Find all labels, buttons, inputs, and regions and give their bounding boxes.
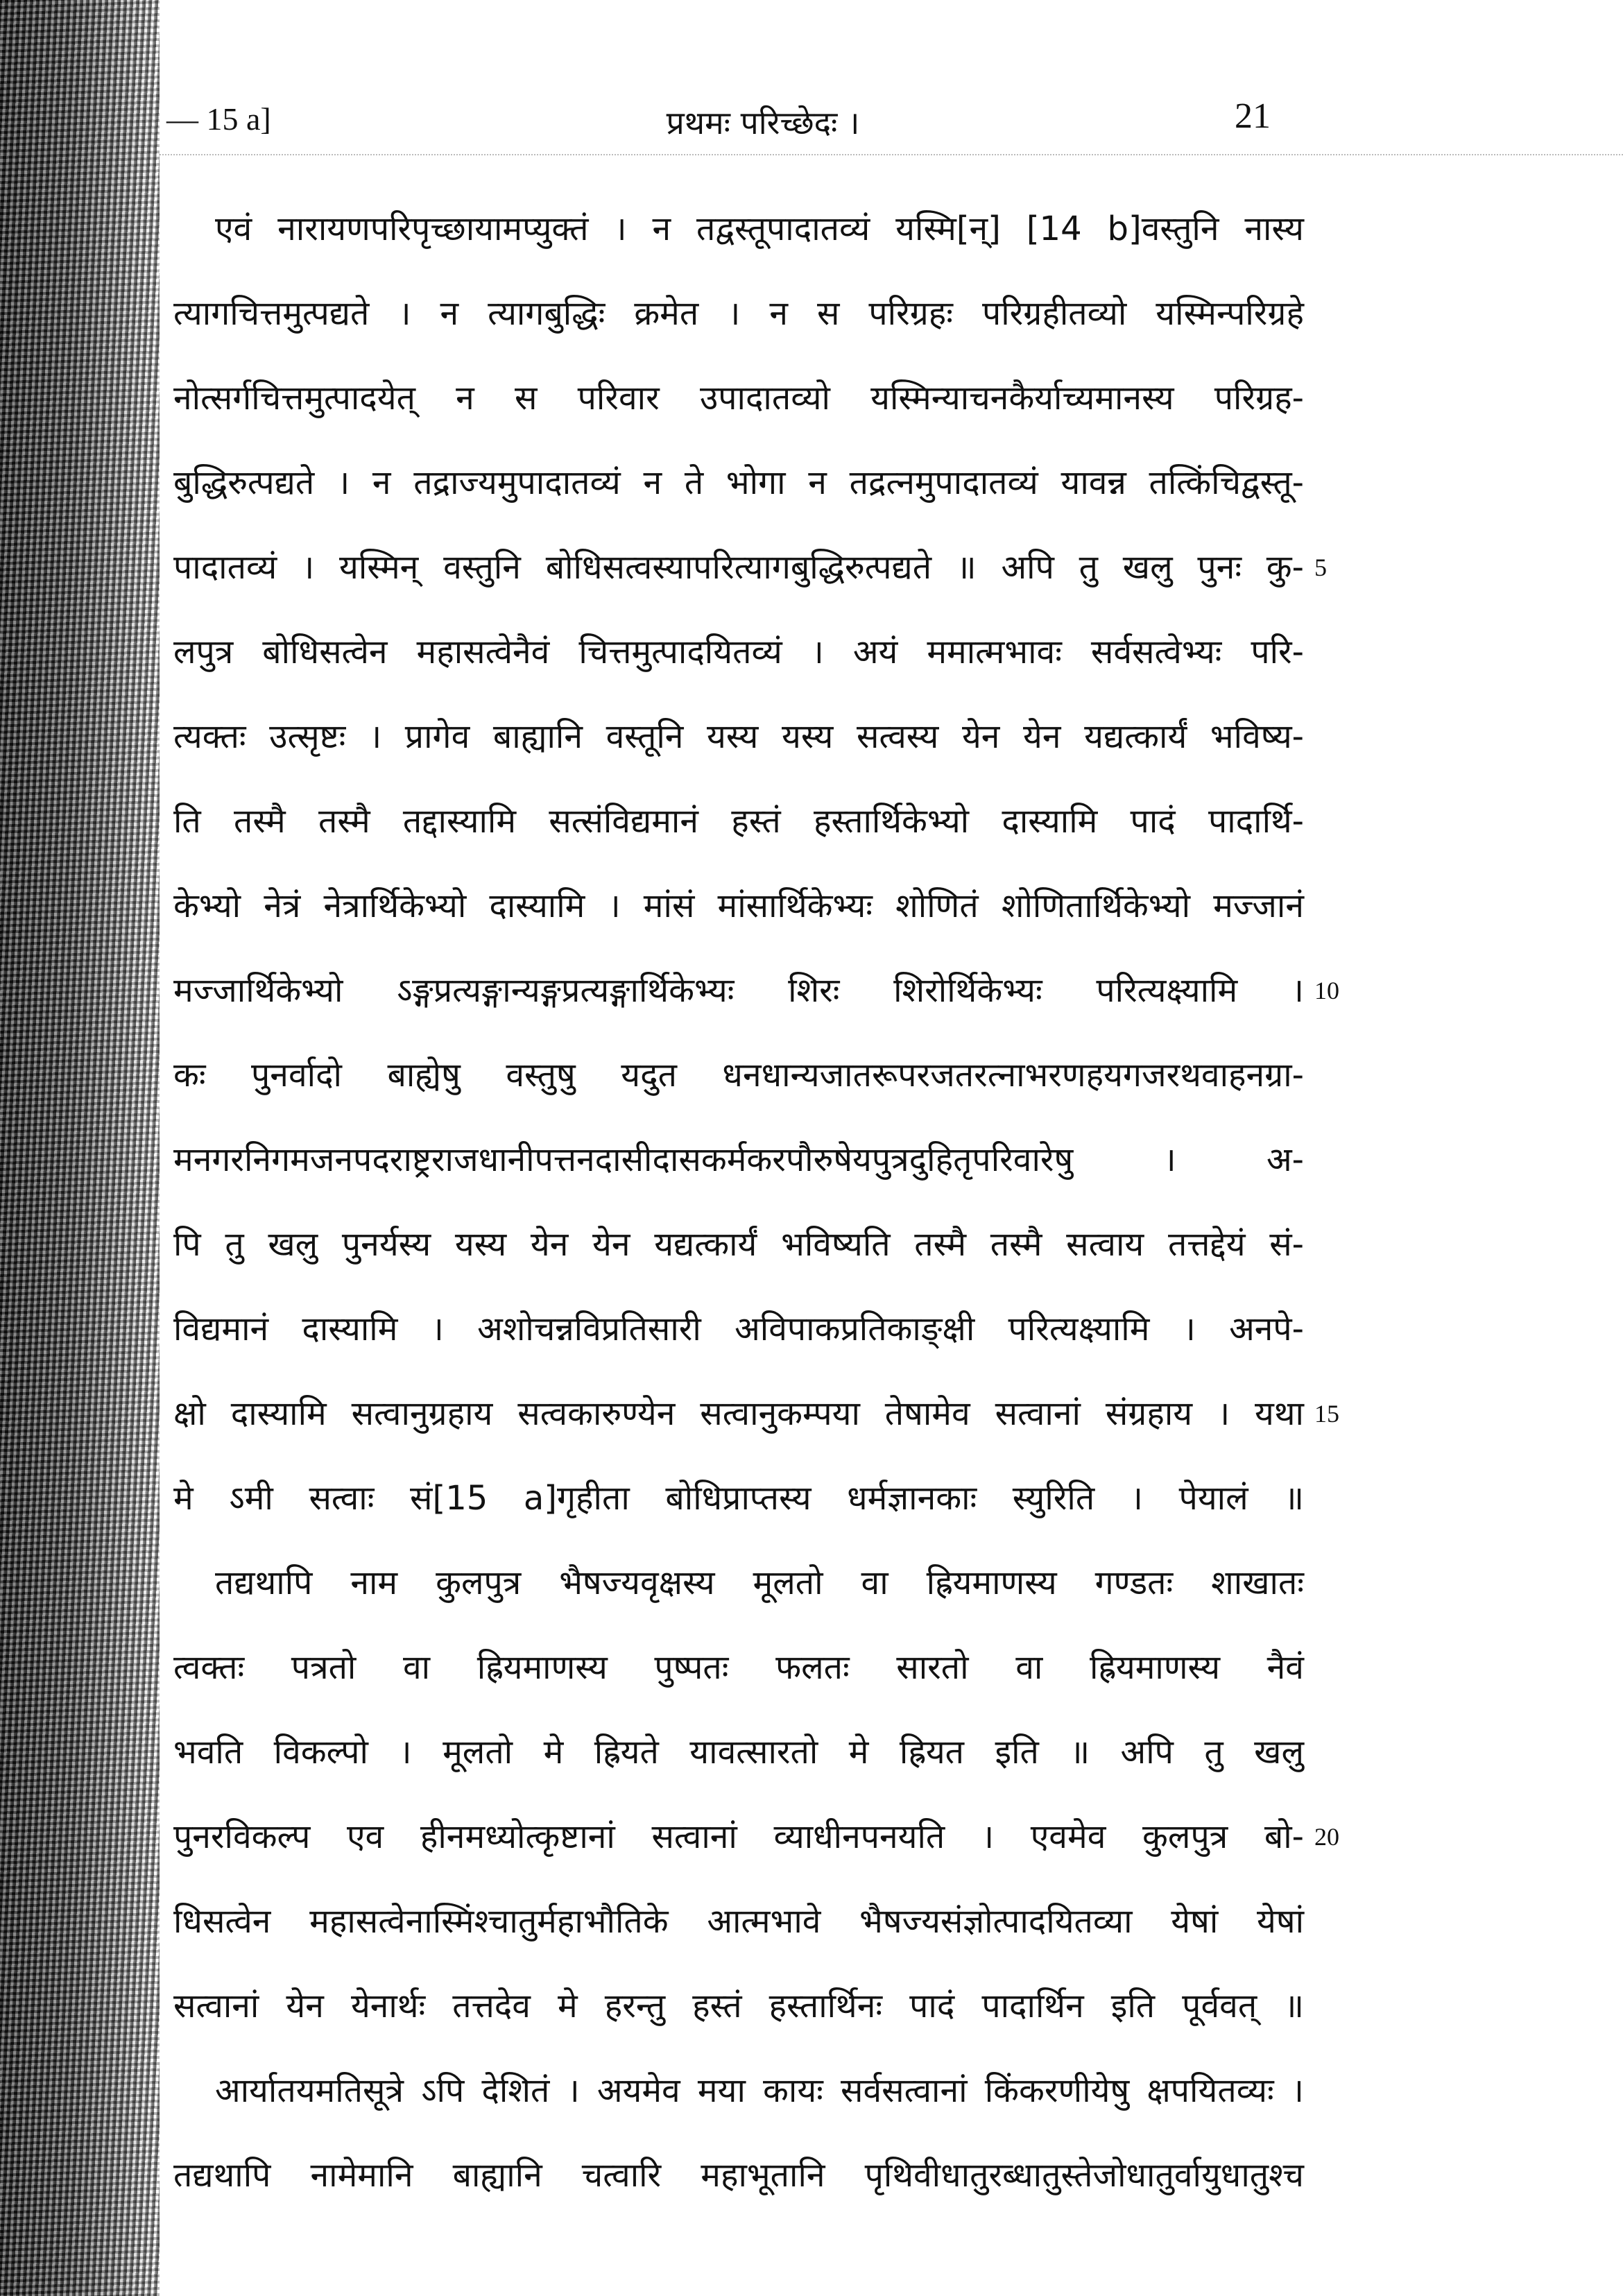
text-line: पि तु खलु पुनर्यस्य यस्य येन येन यद्यत्कार्यं भविष्यति तस्मै तस्मै सत्वाय तत्तद्देयं सं- xyxy=(173,1225,1304,1264)
text-line: क्षो दास्यामि सत्वानुग्रहाय सत्वकारुण्येन सत्वानुकम्पया तेषामेव सत्वानां संग्रहाय । यथा xyxy=(173,1394,1304,1433)
text-line: भवति विकल्पो । मूलतो मे ह्रियते यावत्सारतो मे ह्रियत इति ॥ अपि तु खलु xyxy=(173,1733,1304,1772)
text-line: मनगरनिगमजनपदराष्ट्रराजधानीपत्तनदासीदासकर्मकरपौरुषेयपुत्रदुहितृपरिवारेषु । अ- xyxy=(173,1140,1304,1179)
page-number: 21 xyxy=(1235,96,1271,136)
text-line: एवं नारायणपरिपृच्छायामप्युक्तं । न तद्वस्तूपादातव्यं यस्मि[न्] [14 b]वस्तुनि नास्य xyxy=(215,209,1304,248)
text-line: ति तस्मै तस्मै तद्दास्यामि सत्संविद्यमानं हस्तं हस्तार्थिकेभ्यो दास्यामि पादं पादार्थि- xyxy=(173,802,1304,841)
text-line: सत्वानां येन येनार्थः तत्तदेव मे हरन्तु हस्तं हस्तार्थिनः पादं पादार्थिन इति पूर्ववत् ॥ xyxy=(173,1987,1304,2025)
text-line: कः पुनर्वादो बाह्येषु वस्तुषु यदुत धनधान्यजातरूपरजतरत्नाभरणहयगजरथवाहनग्रा- xyxy=(173,1056,1304,1095)
text-line: तद्यथापि नाम कुलपुत्र भैषज्यवृक्षस्य मूलतो वा ह्रियमाणस्य गण्डतः शाखातः xyxy=(215,1563,1304,1602)
text-line: त्यक्तः उत्सृष्टः । प्रागेव बाह्यानि वस्तूनि यस्य यस्य सत्वस्य येन येन यद्यत्कार्यं भविष्य- xyxy=(173,717,1304,756)
text-line: धिसत्वेन महासत्वेनास्मिंश्चातुर्महाभौतिके आत्मभावे भैषज्यसंज्ञोत्पादयितव्या येषां येषां xyxy=(173,1902,1304,1941)
line-number: 20 xyxy=(1314,1823,1339,1851)
line-number: 5 xyxy=(1314,554,1327,581)
text-line: बुद्धिरुत्पद्यते । न तद्राज्यमुपादातव्यं न ते भोगा न तद्रत्नमुपादातव्यं यावन्न तत्किंचिद्वस्तू- xyxy=(173,463,1304,502)
line-number: 10 xyxy=(1314,977,1339,1004)
text-line: मे ऽमी सत्वाः सं[15 a]गृहीता बोधिप्राप्तस्य धर्मज्ञानकाः स्युरिति । पेयालं ॥ xyxy=(173,1479,1304,1518)
text-line: पादातव्यं । यस्मिन् वस्तुनि बोधिसत्वस्यापरित्यागबुद्धिरुत्पद्यते ॥ अपि तु खलु पुनः कु- xyxy=(173,548,1304,587)
line-number: 15 xyxy=(1314,1400,1339,1428)
text-line: लपुत्र बोधिसत्वेन महासत्वेनैवं चित्तमुत्पादयितव्यं । अयं ममात्मभावः सर्वसत्वेभ्यः परि- xyxy=(173,633,1304,671)
text-line: विद्यमानं दास्यामि । अशोचन्नविप्रतिसारी अविपाकप्रतिकाङ्क्षी परित्यक्ष्यामि । अनपे- xyxy=(173,1310,1304,1348)
text-line: मज्जार्थिकेभ्यो ऽङ्गप्रत्यङ्गान्यङ्गप्रत्यङ्गार्थिकेभ्यः शिरः शिरोर्थिकेभ्यः परित्यक्ष्यामि । xyxy=(173,971,1304,1010)
text-line: तद्यथापि नामेमानि बाह्यानि चत्वारि महाभूतानि पृथिवीधातुरब्धातुस्तेजोधातुर्वायुधातुश्च xyxy=(173,2156,1304,2195)
running-title: प्रथमः परिच्छेदः । xyxy=(666,104,860,142)
text-line: नोत्सर्गचित्तमुत्पादयेत् न स परिवार उपादातव्यो यस्मिन्याचनकैर्याच्यमानस्य परिग्रह- xyxy=(173,379,1304,418)
text-line: त्वक्तः पत्रतो वा ह्रियमाणस्य पुष्पतः फलतः सारतो वा ह्रियमाणस्य नैवं xyxy=(173,1648,1304,1687)
header-rule xyxy=(160,154,1623,155)
folio-reference: — 15 a] xyxy=(166,101,271,137)
scan-edge-shadow xyxy=(0,0,160,2296)
text-line: आर्यातयमतिसूत्रे ऽपि देशितं । अयमेव मया कायः सर्वसत्वानां किंकरणीयेषु क्षपयितव्यः । xyxy=(215,2071,1304,2110)
text-line: पुनरविकल्प एव हीनमध्योत्कृष्टानां सत्वानां व्याधीनपनयति । एवमेव कुलपुत्र बो- xyxy=(173,1817,1304,1856)
text-line: केभ्यो नेत्रं नेत्रार्थिकेभ्यो दास्यामि । मांसं मांसार्थिकेभ्यः शोणितं शोणितार्थिकेभ्यो मज्जानं xyxy=(173,886,1304,925)
text-line: त्यागचित्तमुत्पद्यते । न त्यागबुद्धिः क्रमेत । न स परिग्रहः परिग्रहीतव्यो यस्मिन्परिग्रहे xyxy=(173,294,1304,333)
